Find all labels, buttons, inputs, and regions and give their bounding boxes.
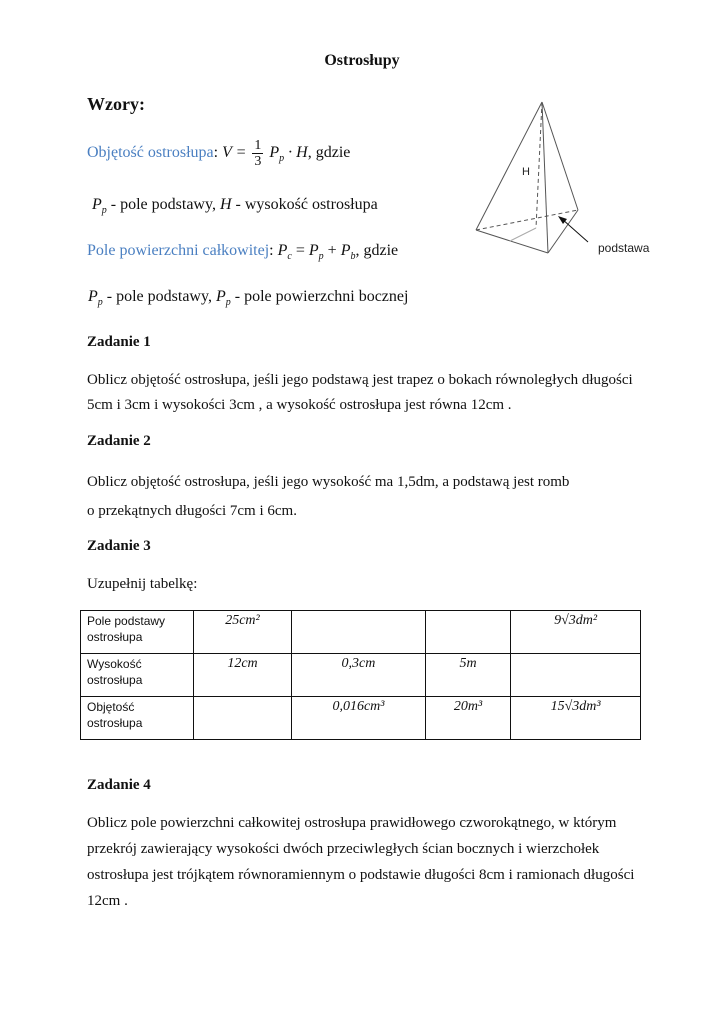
pyramid-base-front-left: [476, 230, 548, 253]
pyramid-edge-right: [542, 102, 578, 210]
table-cell: [291, 611, 425, 654]
task3-table: [80, 610, 641, 740]
page-title: Ostrosłupy: [324, 52, 400, 69]
task1-line1: Oblicz objętość ostrosłupa, jeśli jego podstawą jest trapez o bokach równoległych długości: [87, 372, 633, 388]
table-cell: 0,3cm: [291, 654, 425, 697]
legend-height-symbol: H: [219, 196, 232, 213]
fraction-denominator: 3: [254, 154, 262, 169]
table-cell: [194, 697, 292, 740]
surface-eq: =: [295, 242, 305, 259]
task2-line2: o przekątnych długości 7cm i 6cm.: [87, 503, 297, 519]
base-pointer-line: [562, 219, 588, 242]
row-label: Pole podstawy ostrosłupa: [81, 611, 194, 654]
surface-gdzie: , gdzie: [355, 242, 399, 259]
surface-label: Pole powierzchni całkowitej: [87, 242, 270, 259]
volume-fraction: [252, 138, 263, 169]
fraction-numerator: 1: [254, 138, 262, 153]
table-cell: 12cm: [194, 654, 292, 697]
surface-total: $P_c$: [277, 242, 292, 263]
legend-height-desc: - wysokość ostrosłupa: [235, 196, 378, 213]
volume-height-term: · H: [288, 144, 308, 162]
surface-lateral: $P_b$: [340, 242, 356, 263]
task3-heading: Zadanie 3: [87, 538, 151, 554]
volume-label: Objętość ostrosłupa: [87, 144, 214, 162]
legend-pp-symbol: $P_p$: [88, 288, 103, 309]
pyramid-edge-left: [476, 102, 542, 230]
task4-line1: Oblicz pole powierzchni całkowitej ostrosłupa prawidłowego czworokątnego, w którym: [87, 815, 617, 831]
table-row: [81, 611, 641, 654]
task4-text: [87, 810, 639, 914]
task2-text: [87, 468, 639, 526]
surface-base: $P_p$: [308, 242, 324, 263]
pyramid-edge-front: [542, 102, 548, 253]
pyramid-diagram: [470, 96, 670, 266]
volume-gdzie: , gdzie: [307, 144, 351, 162]
task4-heading: Zadanie 4: [87, 777, 151, 793]
task3-intro: Uzupełnij tabelkę:: [87, 576, 198, 592]
table-row: [81, 654, 641, 697]
task2-heading: Zadanie 2: [87, 433, 151, 449]
base-label: podstawa: [598, 241, 650, 255]
row-label: Objętość ostrosłupa: [81, 697, 194, 740]
legend-base-symbol: $P_p$: [92, 196, 107, 217]
volume-formula: [87, 138, 350, 169]
table-cell: [511, 654, 641, 697]
task4-line2: przekrój zawierający wysokości dwóch przeciwległych ścian bocznych i wierzchołek: [87, 841, 600, 857]
legend-pb-desc: - pole powierzchni bocznej: [234, 288, 409, 305]
surface-colon: :: [269, 242, 274, 259]
base-helper-line: [510, 228, 536, 241]
table-cell: [425, 611, 510, 654]
volume-lhs: V =: [222, 144, 247, 162]
pyramid-base-front-right: [548, 210, 578, 253]
formulas-heading: Wzory:: [87, 94, 145, 114]
table-cell: 9√3dm²: [511, 611, 641, 654]
task2-line1: Oblicz objętość ostrosłupa, jeśli jego wysokość ma 1,5dm, a podstawą jest romb: [87, 474, 570, 490]
surface-formula: [87, 242, 398, 262]
table-cell: 15√3dm³: [511, 697, 641, 740]
surface-legend: [88, 288, 408, 308]
volume-legend: [92, 196, 378, 216]
task4-line4: 12cm .: [87, 893, 128, 909]
pyramid-height: [536, 102, 542, 228]
height-label: H: [522, 166, 530, 178]
legend-base-desc: - pole podstawy,: [110, 196, 216, 213]
row-label: Wysokość ostrosłupa: [81, 654, 194, 697]
task4-line3: ostrosłupa jest trójkątem równoramiennym o podstawie długości 8cm i ramionach długości: [87, 867, 635, 883]
legend-pp-desc: - pole podstawy,: [106, 288, 212, 305]
table-row: [81, 697, 641, 740]
task1-line2: 5cm i 3cm i wysokości 3cm , a wysokość ostrosłupa jest równa 12cm .: [87, 397, 512, 413]
legend-pb-symbol: $P_p$: [215, 288, 231, 309]
table-cell: 20m³: [425, 697, 510, 740]
surface-plus: +: [327, 242, 337, 259]
volume-base-area: $P_p$: [269, 144, 285, 165]
table-cell: 0,016cm³: [291, 697, 425, 740]
table-cell: 5m: [425, 654, 510, 697]
table-cell: 25cm²: [194, 611, 292, 654]
task1-text: [87, 368, 639, 418]
volume-colon: :: [213, 144, 219, 162]
task1-heading: Zadanie 1: [87, 334, 151, 350]
